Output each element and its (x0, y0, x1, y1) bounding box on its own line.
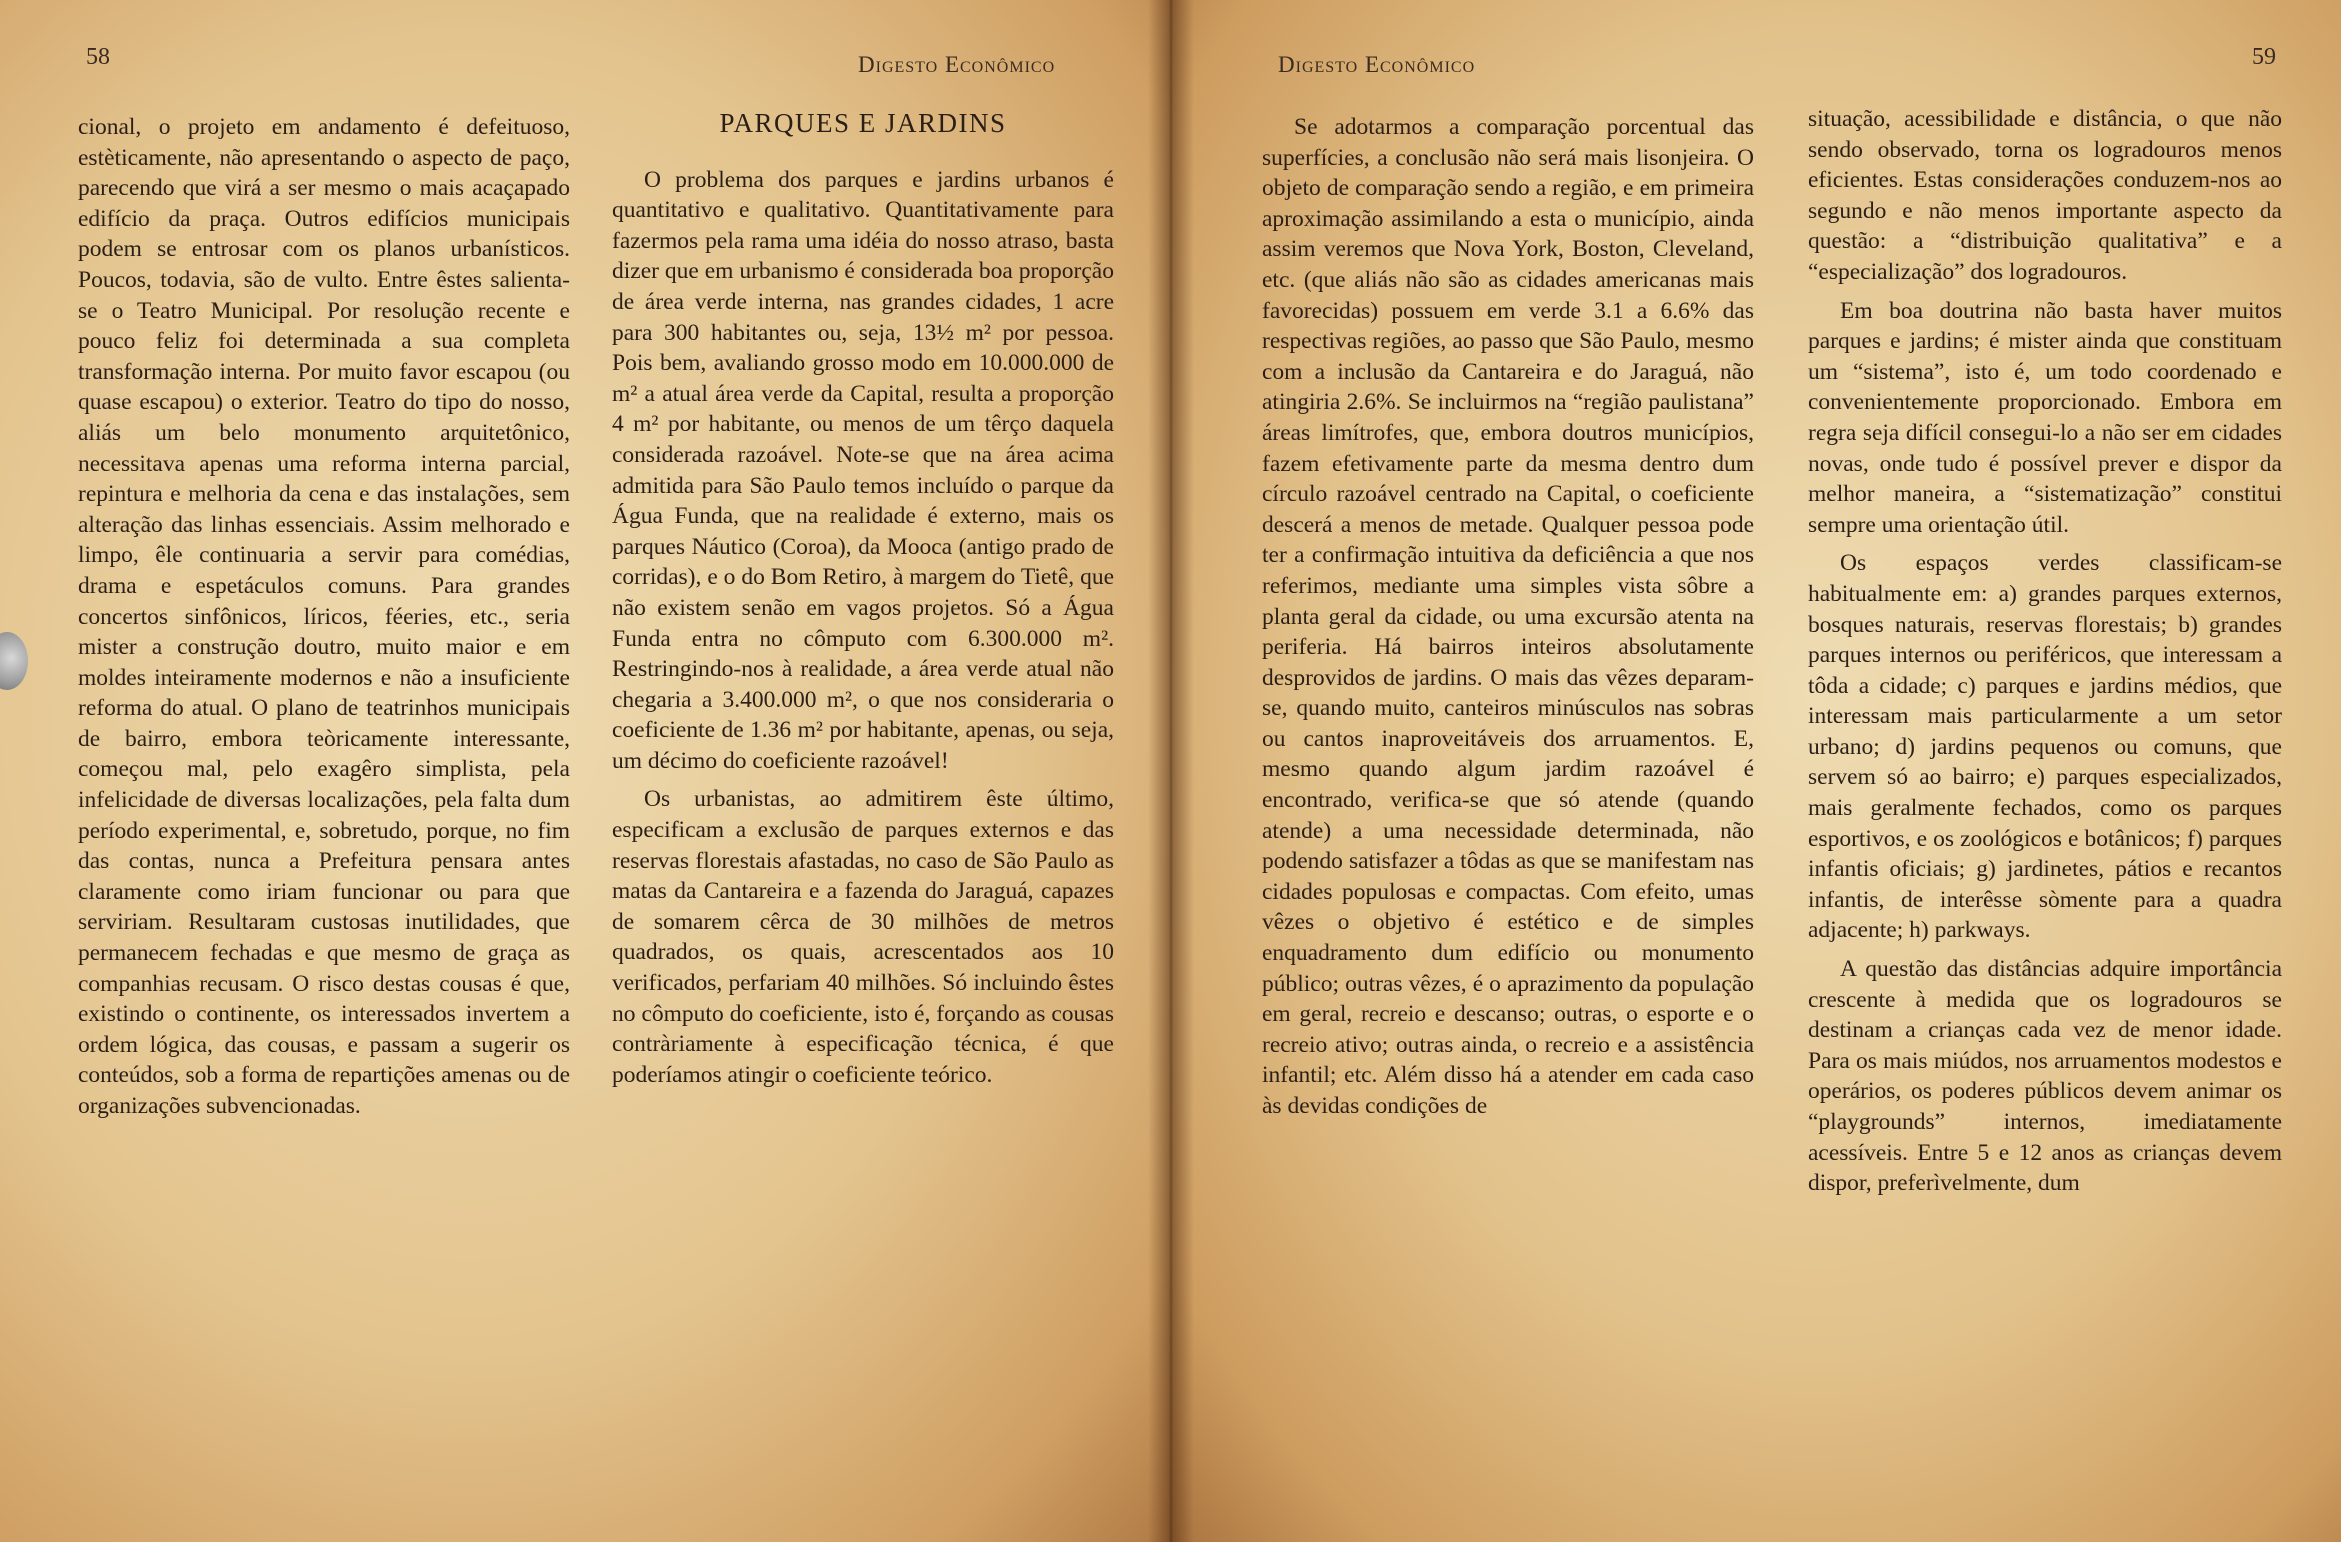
left-page (0, 0, 1170, 1542)
metal-pin (0, 632, 28, 690)
paragraph: Em boa doutrina não basta haver muitos parques e jardins; é mister ainda que constituam um “sistema”, isto é, um todo coordenado e convenientemente proporcionado. Embora em regra seja difícil consegui-lo a não ser em cidades novas, onde tudo é possível prever e dispor da melhor maneira, a “sistematização” constitui sempre uma orientação útil. (1808, 297, 2282, 538)
paragraph: O problema dos parques e jardins urbanos é quantitativo e qualitativo. Quantitativamente para fazermos pela rama uma idéia do nosso atraso, basta dizer que em urbanismo é considerada boa proporção de área verde interna, nas grandes cidades, 1 acre para 300 habitantes ou, seja, 13½ m² por pessoa. Pois bem, avaliando grosso modo em 10.000.000 de m² a atual área verde da Capital, resulta a proporção 4 m² por habitante, ou menos de um têrço daquela considerada razoável. Note-se que na área acima admitida para São Paulo temos incluído o parque da Água Funda, que na realidade é externo, mais os parques Náutico (Coroa), da Mooca (antigo prado de corridas), e o do Bom Retiro, à margem do Tietê, que não existem senão em vagos projetos. Só a Água Funda entra no cômputo com 6.300.000 m². Restringindo-nos à realidade, a área verde atual não chegaria a 3.400.000 m², o que nos consideraria o coeficiente de 1.36 m² por habitante, apenas, ou seja, um décimo do coeficiente razoável! (612, 166, 1114, 774)
page-number-right: 59 (2252, 44, 2276, 70)
running-head-left: Digesto Econômico (858, 52, 1056, 77)
paragraph: situação, acessibilidade e distância, o que não sendo observado, torna os logradouros menos eficientes. Estas considerações conduzem-nos ao segundo e não menos importante aspecto da questão: a “distribuição qualitativa” e a “especialização” dos logradouros. (1808, 106, 2282, 285)
paragraph: Os espaços verdes classificam-se habitualmente em: a) grandes parques externos, bosques naturais, reservas florestais; b) grandes parques internos ou periféricos, que interessam a tôda a cidade; c) parques e jardins médios, que interessam mais particularmente a um setor urbano; d) jardins pequenos ou comuns, que servem só ao bairro; e) parques especializados, mais geralmente fechados, como os parques esportivos, e os zoológicos e botânicos; f) parques infantis oficiais; g) jardinetes, pátios e recantos infantis, de interêsse sòmente para a quadra adjacente; h) parkways. (1808, 550, 2282, 944)
column-3 (1262, 112, 1754, 1122)
page-number-left: 58 (86, 44, 110, 70)
section-title: PARQUES E JARDINS (719, 108, 1007, 138)
paragraph: cional, o projeto em andamento é defeituoso, estèticamente, não apresentando o aspecto de paço, parecendo que virá a ser mesmo o mais acaçapado edifício da praça. Outros edifícios municipais podem se entrosar com os planos urbanísticos. Poucos, todavia, são de vulto. Entre êstes salienta-se o Teatro Municipal. Por resolução recente e pouco feliz foi determinada a sua completa transformação interna. Por muito favor escapou (ou quase escapou) o exterior. Teatro do tipo do nosso, aliás um belo monumento arquitetônico, necessitava apenas uma reforma interna parcial, repintura e melhoria da cena e das instalações, sem alteração das linhas essenciais. Assim melhorado e limpo, êle continuaria a servir para comédias, drama e espetáculos comuns. Para grandes concertos sinfônicos, líricos, féeries, etc., seria mister a construção doutro, muito maior e em moldes inteiramente modernos e não a insuficiente reforma do atual. O plano de teatrinhos municipais de bairro, embora teòricamente interessante, começou mal, pelo exagêro simplista, pela infelicidade de diversas localizações, pela falta dum período experimental, e, sobretudo, porque, no fim das contas, nunca a Prefeitura pensara antes claramente como iriam funcionar ou para que serviriam. Resultaram custosas inutilidades, que permanecem fechadas e que mesmo de graça as companhias recusam. O risco destas cousas é que, existindo o continente, os interessados invertem a ordem lógica, das cousas, e passam a sugerir os conteúdos, sob a forma de repartições amenas ou de organizações subvencionadas. (78, 114, 570, 1119)
right-page (1170, 0, 2341, 1542)
column-4 (1808, 104, 2282, 1199)
column-2 (612, 108, 1114, 1090)
paragraph: A questão das distâncias adquire importância crescente à medida que os logradouros se destinam a crianças cada vez de menor idade. Para os mais miúdos, nos arruamentos modestos e operários, os poderes públicos devem animar os “playgrounds” internos, imediatamente acessíveis. Entre 5 e 12 anos as crianças devem dispor, preferìvelmente, dum (1808, 956, 2282, 1197)
column-1 (78, 112, 570, 1122)
running-head-right: Digesto Econômico (1278, 52, 1476, 77)
paragraph: Se adotarmos a comparação porcentual das superfícies, a conclusão não será mais lisonjeira. O objeto de comparação sendo a região, e em primeira aproximação assimilando a esta o município, ainda assim veremos que Nova York, Boston, Cleveland, etc. (que aliás não são as cidades americanas mais favorecidas) possuem em verde 3.1 a 6.6% das respectivas regiões, ao passo que São Paulo, mesmo com a inclusão da Cantareira e do Jaraguá, não atingiria 2.6%. Se incluirmos na “região paulistana” áreas limítrofes, que, embora doutros municípios, fazem efetivamente parte da mesma dentro dum círculo razoável centrado na Capital, o coeficiente descerá a menos de metade. Qualquer pessoa pode ter a confirmação intuitiva da deficiência a que nos referimos, mediante uma simples vista sôbre a planta geral da cidade, ou uma excursão atenta na periferia. Há bairros inteiros absolutamente desprovidos de jardins. O mais das vêzes deparam-se, quando muito, canteiros minúsculos nas sobras ou cantos inaproveitáveis dos arruamentos. E, mesmo quando algum jardim razoável é encontrado, verifica-se que só atende (quando atende) a uma necessidade determinada, não podendo satisfazer a tôdas as que se manifestam nas cidades populosas e compactas. Com efeito, umas vêzes o objetivo é estético e de simples enquadramento dum edifício ou monumento público; outras vêzes, é o aprazimento da população em geral, recreio e descanso; outras, o esporte e o recreio ativo; outras ainda, o recreio e a assistência infantil; etc. Além disso há a atender em cada caso às devidas condições de (1262, 114, 1754, 1119)
paragraph: Os urbanistas, ao admitirem êste último, especificam a exclusão de parques externos e das reservas florestais afastadas, no caso de São Paulo as matas da Cantareira e a fazenda do Jaraguá, capazes de somarem cêrca de 30 milhões de metros quadrados, os quais, acrescentados aos 10 verificados, perfariam 40 milhões. Só incluindo êstes no cômputo do coeficiente, isto é, forçando as cousas contràriamente à especificação técnica, é que poderíamos atingir o coeficiente teórico. (612, 786, 1114, 1088)
